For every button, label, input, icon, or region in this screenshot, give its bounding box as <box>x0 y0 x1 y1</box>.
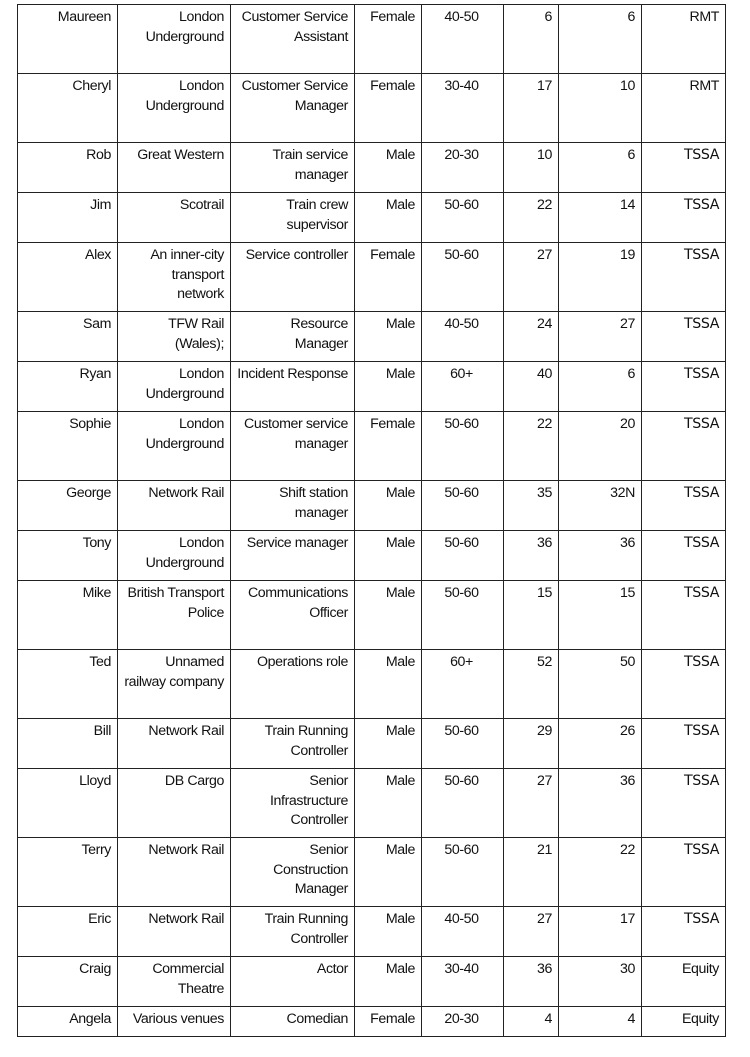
cell-v2: 4 <box>559 1007 642 1037</box>
cell-org: TFW Rail (Wales); <box>118 312 231 362</box>
cell-v1: 35 <box>504 481 559 531</box>
cell-age: 20-30 <box>422 1007 504 1037</box>
table-row <box>18 957 726 1007</box>
cell-org: London Underground <box>118 531 231 581</box>
cell-gender: Female <box>355 1007 422 1037</box>
cell-name: Craig <box>18 957 118 1007</box>
cell-v1: 36 <box>504 531 559 581</box>
table-row <box>18 412 726 481</box>
cell-v2: 14 <box>559 193 642 243</box>
cell-org: London Underground <box>118 412 231 481</box>
cell-union: TSSA <box>642 907 726 957</box>
cell-role: Senior Construction Manager <box>231 838 355 907</box>
cell-role: Train Running Controller <box>231 719 355 769</box>
cell-v1: 21 <box>504 838 559 907</box>
cell-name: Ryan <box>18 362 118 412</box>
table-row <box>18 481 726 531</box>
cell-v1: 17 <box>504 74 559 143</box>
cell-age: 40-50 <box>422 5 504 74</box>
cell-v1: 22 <box>504 193 559 243</box>
cell-name: Jim <box>18 193 118 243</box>
cell-name: Alex <box>18 243 118 312</box>
cell-gender: Male <box>355 312 422 362</box>
cell-name: Cheryl <box>18 74 118 143</box>
cell-v2: 19 <box>559 243 642 312</box>
cell-org: Network Rail <box>118 481 231 531</box>
cell-org: Network Rail <box>118 907 231 957</box>
cell-v1: 22 <box>504 412 559 481</box>
cell-gender: Male <box>355 957 422 1007</box>
cell-org: Commercial Theatre <box>118 957 231 1007</box>
cell-age: 50-60 <box>422 412 504 481</box>
cell-gender: Male <box>355 531 422 581</box>
cell-gender: Male <box>355 581 422 650</box>
cell-role: Customer Service Manager <box>231 74 355 143</box>
cell-org: London Underground <box>118 362 231 412</box>
cell-v2: 6 <box>559 362 642 412</box>
cell-name: Bill <box>18 719 118 769</box>
cell-name: Sam <box>18 312 118 362</box>
cell-name: Angela <box>18 1007 118 1037</box>
cell-union: Equity <box>642 957 726 1007</box>
cell-age: 50-60 <box>422 243 504 312</box>
cell-v2: 15 <box>559 581 642 650</box>
cell-gender: Male <box>355 481 422 531</box>
cell-gender: Female <box>355 243 422 312</box>
cell-role: Service controller <box>231 243 355 312</box>
cell-age: 50-60 <box>422 193 504 243</box>
cell-v2: 30 <box>559 957 642 1007</box>
cell-age: 50-60 <box>422 838 504 907</box>
cell-gender: Male <box>355 362 422 412</box>
table-row <box>18 193 726 243</box>
cell-v2: 6 <box>559 5 642 74</box>
cell-role: Operations role <box>231 650 355 719</box>
cell-name: George <box>18 481 118 531</box>
table-body <box>18 5 726 1037</box>
cell-name: Terry <box>18 838 118 907</box>
cell-v2: 36 <box>559 769 642 838</box>
cell-name: Tony <box>18 531 118 581</box>
cell-union: TSSA <box>642 531 726 581</box>
cell-union: TSSA <box>642 362 726 412</box>
cell-name: Maureen <box>18 5 118 74</box>
cell-org: London Underground <box>118 5 231 74</box>
cell-v2: 17 <box>559 907 642 957</box>
cell-org: Various venues <box>118 1007 231 1037</box>
table-row <box>18 74 726 143</box>
cell-gender: Male <box>355 838 422 907</box>
cell-union: TSSA <box>642 769 726 838</box>
cell-age: 50-60 <box>422 719 504 769</box>
table-row <box>18 838 726 907</box>
table-row <box>18 243 726 312</box>
cell-gender: Male <box>355 769 422 838</box>
cell-v1: 24 <box>504 312 559 362</box>
cell-org: Network Rail <box>118 719 231 769</box>
cell-role: Customer service manager <box>231 412 355 481</box>
cell-role: Shift station manager <box>231 481 355 531</box>
cell-role: Communications Officer <box>231 581 355 650</box>
cell-v1: 27 <box>504 769 559 838</box>
cell-union: TSSA <box>642 243 726 312</box>
cell-union: Equity <box>642 1007 726 1037</box>
cell-age: 60+ <box>422 362 504 412</box>
cell-org: British Transport Police <box>118 581 231 650</box>
cell-union: TSSA <box>642 650 726 719</box>
cell-name: Sophie <box>18 412 118 481</box>
cell-v1: 10 <box>504 143 559 193</box>
cell-v2: 20 <box>559 412 642 481</box>
cell-role: Train Running Controller <box>231 907 355 957</box>
cell-union: TSSA <box>642 312 726 362</box>
cell-role: Train service manager <box>231 143 355 193</box>
cell-union: TSSA <box>642 838 726 907</box>
cell-age: 50-60 <box>422 481 504 531</box>
cell-name: Rob <box>18 143 118 193</box>
cell-role: Resource Manager <box>231 312 355 362</box>
table-row <box>18 362 726 412</box>
cell-v1: 6 <box>504 5 559 74</box>
cell-v1: 27 <box>504 243 559 312</box>
cell-v2: 32N <box>559 481 642 531</box>
table-row <box>18 650 726 719</box>
table-row <box>18 143 726 193</box>
cell-union: RMT <box>642 74 726 143</box>
cell-role: Actor <box>231 957 355 1007</box>
cell-age: 20-30 <box>422 143 504 193</box>
table-row <box>18 531 726 581</box>
cell-gender: Male <box>355 650 422 719</box>
cell-age: 40-50 <box>422 312 504 362</box>
cell-age: 30-40 <box>422 74 504 143</box>
cell-v1: 29 <box>504 719 559 769</box>
cell-name: Eric <box>18 907 118 957</box>
table-row <box>18 5 726 74</box>
cell-v2: 36 <box>559 531 642 581</box>
cell-name: Mike <box>18 581 118 650</box>
cell-union: RMT <box>642 5 726 74</box>
cell-gender: Male <box>355 193 422 243</box>
cell-gender: Male <box>355 143 422 193</box>
cell-org: Network Rail <box>118 838 231 907</box>
cell-age: 50-60 <box>422 581 504 650</box>
cell-name: Ted <box>18 650 118 719</box>
cell-org: An inner-city transport network <box>118 243 231 312</box>
cell-v2: 10 <box>559 74 642 143</box>
cell-role: Service manager <box>231 531 355 581</box>
cell-v1: 36 <box>504 957 559 1007</box>
cell-age: 50-60 <box>422 531 504 581</box>
table-row <box>18 1007 726 1037</box>
cell-gender: Male <box>355 719 422 769</box>
cell-v2: 22 <box>559 838 642 907</box>
cell-v1: 27 <box>504 907 559 957</box>
cell-v2: 26 <box>559 719 642 769</box>
cell-role: Comedian <box>231 1007 355 1037</box>
cell-role: Customer Service Assistant <box>231 5 355 74</box>
cell-age: 50-60 <box>422 769 504 838</box>
cell-union: TSSA <box>642 193 726 243</box>
cell-age: 30-40 <box>422 957 504 1007</box>
cell-age: 40-50 <box>422 907 504 957</box>
cell-v2: 27 <box>559 312 642 362</box>
cell-name: Lloyd <box>18 769 118 838</box>
participants-table <box>17 4 726 1037</box>
cell-v2: 6 <box>559 143 642 193</box>
cell-org: Unnamed railway company <box>118 650 231 719</box>
table-row <box>18 312 726 362</box>
cell-v1: 15 <box>504 581 559 650</box>
table-row <box>18 581 726 650</box>
cell-org: DB Cargo <box>118 769 231 838</box>
cell-union: TSSA <box>642 481 726 531</box>
cell-role: Incident Response <box>231 362 355 412</box>
cell-org: Scotrail <box>118 193 231 243</box>
table-row <box>18 769 726 838</box>
cell-role: Senior Infrastructure Controller <box>231 769 355 838</box>
cell-gender: Female <box>355 5 422 74</box>
cell-v2: 50 <box>559 650 642 719</box>
cell-gender: Male <box>355 907 422 957</box>
cell-union: TSSA <box>642 581 726 650</box>
cell-union: TSSA <box>642 143 726 193</box>
cell-v1: 40 <box>504 362 559 412</box>
cell-org: Great Western <box>118 143 231 193</box>
cell-v1: 52 <box>504 650 559 719</box>
cell-gender: Female <box>355 412 422 481</box>
table-row <box>18 907 726 957</box>
cell-union: TSSA <box>642 719 726 769</box>
cell-org: London Underground <box>118 74 231 143</box>
cell-age: 60+ <box>422 650 504 719</box>
table-row <box>18 719 726 769</box>
cell-role: Train crew supervisor <box>231 193 355 243</box>
cell-v1: 4 <box>504 1007 559 1037</box>
cell-gender: Female <box>355 74 422 143</box>
cell-union: TSSA <box>642 412 726 481</box>
